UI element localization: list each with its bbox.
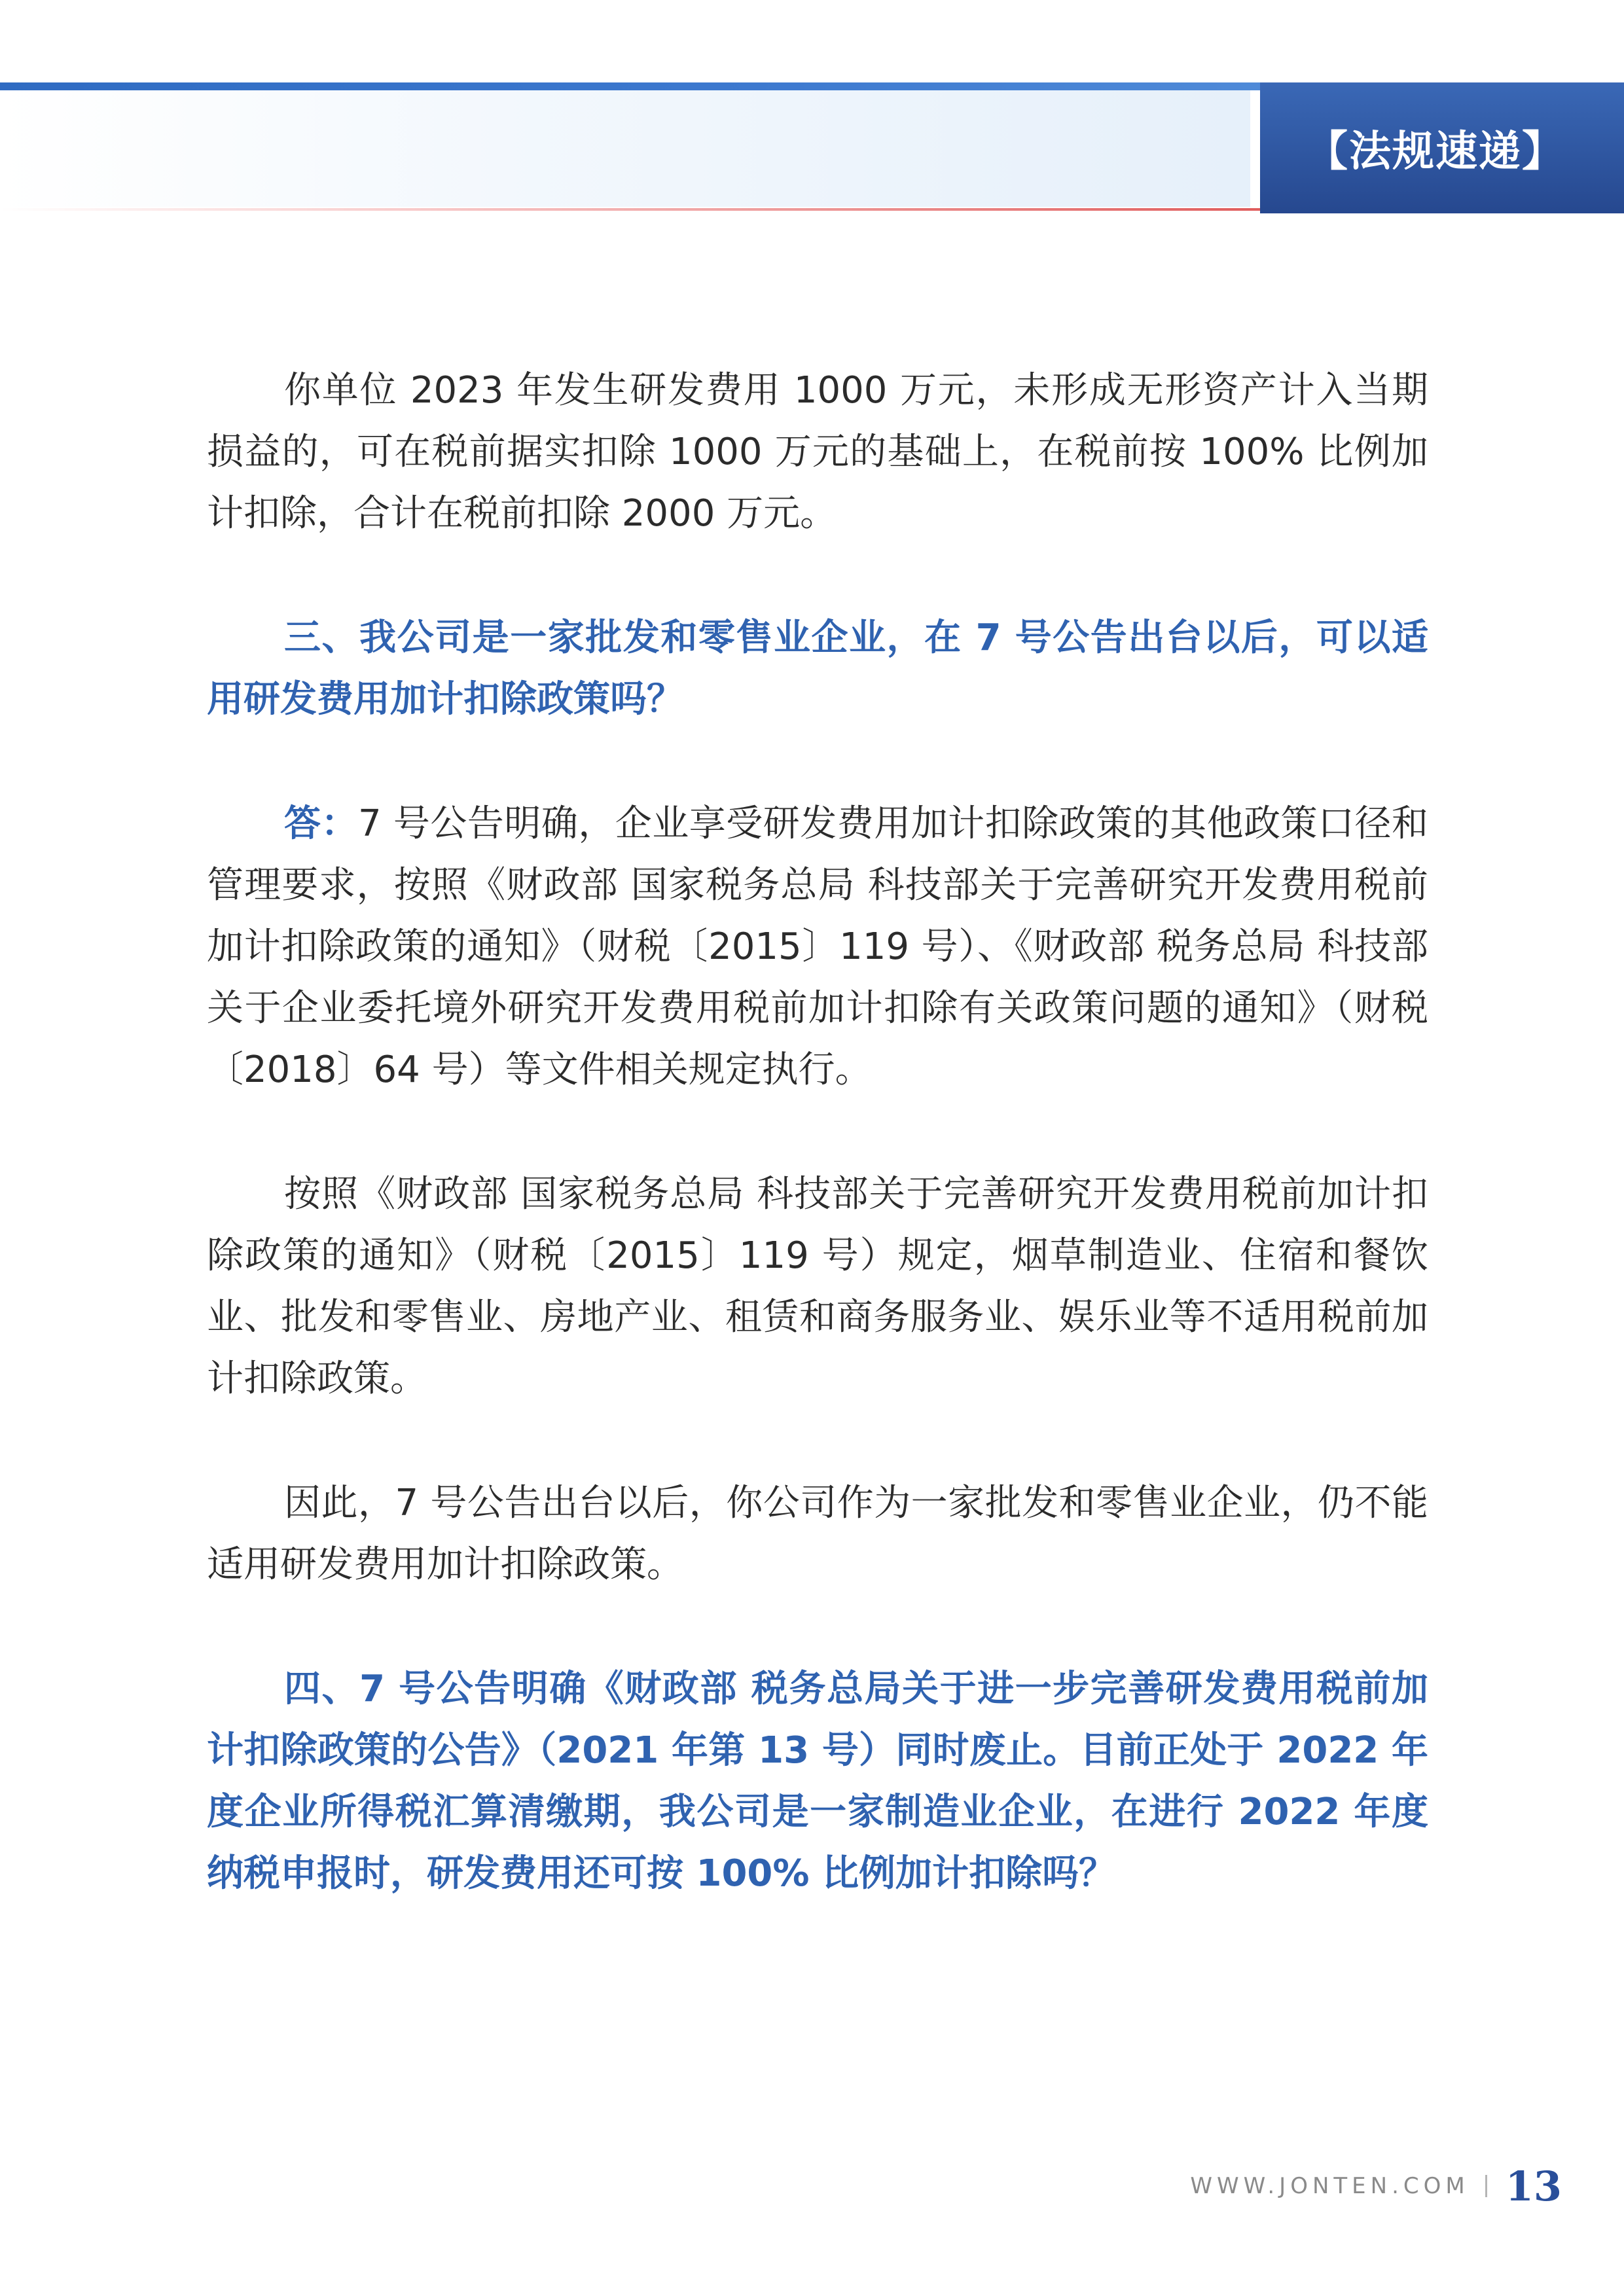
paragraph-example: 你单位 2023 年发生研发费用 1000 万元，未形成无形资产计入当期损益的，可在税前据实扣除 1000 万元的基础上，在税前按 100% 比例加计扣除，合计在税前扣除 2000 万元。 [207, 369, 1428, 535]
section-tag: 【法规速递】 [1306, 127, 1565, 176]
answer-label: 答： [284, 802, 358, 845]
header-top-rule [0, 82, 1260, 90]
paragraph-conclusion: 因此，7 号公告出台以后，你公司作为一家批发和零售业企业，仍不能适用研发费用加计扣除政策。 [207, 1482, 1428, 1586]
header-red-rule [0, 208, 1260, 211]
page-footer [1190, 2160, 1562, 2212]
header-band [0, 90, 1250, 207]
page-number: 13 [1505, 2162, 1562, 2210]
section-tag-box [1260, 82, 1624, 213]
answer-three [207, 793, 1428, 1101]
question-three: 三、我公司是一家批发和零售业企业，在 7 号公告出台以后，可以适用研发费用加计扣除政策吗？ [207, 617, 1428, 721]
footer-divider [1485, 2175, 1487, 2197]
answer-three-text: 7 号公告明确，企业享受研发费用加计扣除政策的其他政策口径和管理要求，按照《财政部 国家税务总局 科技部关于完善研究开发费用税前加计扣除政策的通知》（财税〔2015〕119 号）、《财政部 税务总局 科技部关于企业委托境外研究开发费用税前加计扣除有关政策问题的通知》（财税〔2018〕64 号）等文件相关规定执行。 [207, 802, 1429, 1091]
question-four: 四、7 号公告明确《财政部 税务总局关于进一步完善研发费用税前加计扣除政策的公告》（2021 年第 13 号）同时废止。目前正处于 2022 年度企业所得税汇算清缴期，我公司是一家制造业企业，在进行 2022 年度纳税申报时，研发费用还可按 100% 比例加计扣除吗？ [207, 1668, 1428, 1895]
paragraph-rule: 按照《财政部 国家税务总局 科技部关于完善研究开发费用税前加计扣除政策的通知》（财税〔2015〕119 号）规定，烟草制造业、住宿和餐饮业、批发和零售业、房地产业、租赁和商务服务业、娱乐业等不适用税前加计扣除政策。 [207, 1173, 1428, 1400]
website-link[interactable]: WWW.JONTEN.COM [1190, 2173, 1470, 2199]
article-body [207, 360, 1428, 1905]
